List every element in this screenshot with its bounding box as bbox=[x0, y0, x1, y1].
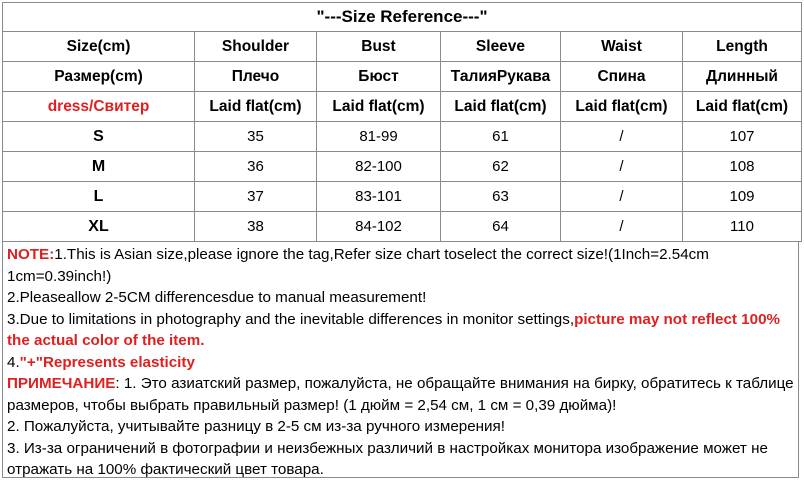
bust-value: 81-99 bbox=[317, 122, 441, 152]
measure-method-cell: Laid flat(cm) bbox=[561, 92, 683, 122]
note-ru-1 bbox=[7, 373, 798, 416]
size-reference-sheet bbox=[2, 2, 801, 488]
measure-method-cell: Laid flat(cm) bbox=[683, 92, 802, 122]
note-3 bbox=[7, 309, 798, 352]
length-value: 110 bbox=[683, 212, 802, 242]
waist-value: / bbox=[561, 212, 683, 242]
measure-method-cell: Laid flat(cm) bbox=[441, 92, 561, 122]
note-ru-3: 3. Из-за ограничений в фотографии и неизбежных различий в настройках монитора изображение может не отражать на 100% фактический цвет товара. bbox=[7, 439, 768, 478]
note-3-text: 3.Due to limitations in photography and the inevitable differences in monitor settings, bbox=[7, 310, 575, 328]
size-label: M bbox=[3, 152, 195, 182]
table-row bbox=[3, 212, 802, 242]
waist-value: / bbox=[561, 152, 683, 182]
note-4-number: 4. bbox=[7, 353, 20, 371]
column-header-ru: Размер(cm) bbox=[3, 62, 195, 92]
column-header-ru: Длинный bbox=[683, 62, 802, 92]
shoulder-value: 35 bbox=[195, 122, 317, 152]
bust-value: 84-102 bbox=[317, 212, 441, 242]
shoulder-value: 36 bbox=[195, 152, 317, 182]
column-header-ru: ТалияРукава bbox=[441, 62, 561, 92]
bust-value: 82-100 bbox=[317, 152, 441, 182]
measure-method-cell: Laid flat(cm) bbox=[317, 92, 441, 122]
note-4-highlight: "+"Represents elasticity bbox=[19, 353, 195, 371]
garment-type-label: dress/Свитер bbox=[3, 92, 195, 122]
size-table bbox=[2, 2, 802, 242]
length-value: 107 bbox=[683, 122, 802, 152]
shoulder-value: 38 bbox=[195, 212, 317, 242]
column-header-ru: Бюст bbox=[317, 62, 441, 92]
note-3-highlight: picture may not reflect 100% the actual color of the item. bbox=[7, 310, 781, 349]
sleeve-value: 64 bbox=[441, 212, 561, 242]
note-1 bbox=[7, 244, 798, 287]
column-header: Length bbox=[683, 32, 802, 62]
column-header-ru: Спина bbox=[561, 62, 683, 92]
note-label: NOTE: bbox=[7, 246, 55, 263]
column-header: Shoulder bbox=[195, 32, 317, 62]
note-4 bbox=[7, 352, 798, 374]
column-header-ru: Плечо bbox=[195, 62, 317, 92]
size-label: L bbox=[3, 182, 195, 212]
table-row bbox=[3, 152, 802, 182]
table-row bbox=[3, 182, 802, 212]
waist-value: / bbox=[561, 182, 683, 212]
note-ru-2: 2. Пожалуйста, учитывайте разницу в 2-5 см из-за ручного измерения! bbox=[7, 418, 505, 435]
notes-panel bbox=[2, 242, 799, 478]
length-value: 108 bbox=[683, 152, 802, 182]
sleeve-value: 61 bbox=[441, 122, 561, 152]
measure-method-cell: Laid flat(cm) bbox=[195, 92, 317, 122]
column-header: Size(cm) bbox=[3, 32, 195, 62]
header-row-ru bbox=[3, 62, 802, 92]
column-header: Waist bbox=[561, 32, 683, 62]
column-header: Sleeve bbox=[441, 32, 561, 62]
measure-method-row bbox=[3, 92, 802, 122]
note-2: 2.Pleaseallow 2-5CM differencesdue to manual measurement! bbox=[7, 289, 427, 306]
size-label: S bbox=[3, 122, 195, 152]
table-row bbox=[3, 122, 802, 152]
size-label: XL bbox=[3, 212, 195, 242]
header-row-en bbox=[3, 32, 802, 62]
note-1-text: 1.This is Asian size,please ignore the tag,Refer size chart toselect the correct size!(1Inch=2.54cm 1cm=0.39inch!) bbox=[7, 246, 709, 285]
table-title: "---Size Reference---" bbox=[3, 3, 802, 32]
shoulder-value: 37 bbox=[195, 182, 317, 212]
column-header: Bust bbox=[317, 32, 441, 62]
bust-value: 83-101 bbox=[317, 182, 441, 212]
note-ru-1-text: : 1. Это азиатский размер, пожалуйста, не обращайте внимания на бирку, обратитесь к таблице размеров, чтобы выбрать правильный размер! (1 дюйм = 2,54 см, 1 см = 0,39 дюйма)! bbox=[7, 375, 794, 414]
length-value: 109 bbox=[683, 182, 802, 212]
sleeve-value: 63 bbox=[441, 182, 561, 212]
waist-value: / bbox=[561, 122, 683, 152]
sleeve-value: 62 bbox=[441, 152, 561, 182]
note-ru-label: ПРИМЕЧАНИЕ bbox=[7, 375, 116, 392]
